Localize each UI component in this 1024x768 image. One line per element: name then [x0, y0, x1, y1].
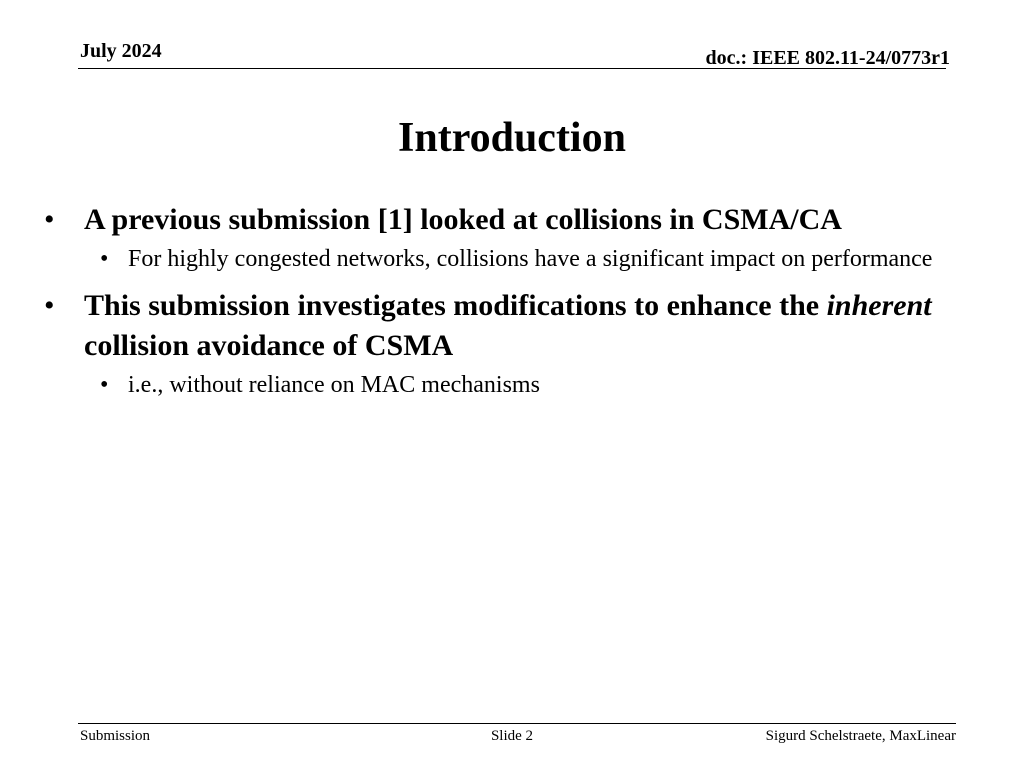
footer-slide-number: Slide 2	[490, 728, 534, 744]
header-date: July 2024	[80, 40, 162, 62]
bullet-1-text: A previous submission [1] looked at collisions in CSMA/CA	[84, 203, 842, 236]
footer-author: Sigurd Schelstraete, MaxLinear	[765, 728, 956, 744]
bullet-1-marker: •	[44, 203, 55, 236]
bullet-2	[0, 286, 1024, 366]
bullet-2-sub	[0, 368, 1024, 402]
bullet-2-emphasis: inherent	[826, 289, 932, 322]
bullet-2-sub-text: i.e., without reliance on MAC mechanisms	[128, 372, 540, 398]
bullet-2-marker: •	[44, 289, 55, 322]
bullet-2-sub-marker: •	[100, 372, 109, 398]
bullet-2-text-after: collision avoidance of CSMA	[84, 329, 454, 362]
bullet-1-sub-marker: •	[100, 246, 109, 272]
bullet-2-text-before: This submission investigates modifications to enhance the	[84, 289, 827, 322]
bullet-1-sub-text: For highly congested networks, collisions have a significant impact on performance	[128, 246, 933, 272]
header-doc-id: doc.: IEEE 802.11-24/0773r1	[705, 47, 950, 69]
header-rule	[78, 68, 946, 69]
slide-content	[0, 200, 1024, 412]
bullet-1	[0, 200, 1024, 240]
footer-rule	[78, 723, 956, 724]
slide-title: Introduction	[398, 115, 626, 161]
bullet-1-sub	[0, 242, 1024, 276]
footer-submission: Submission	[80, 728, 151, 744]
